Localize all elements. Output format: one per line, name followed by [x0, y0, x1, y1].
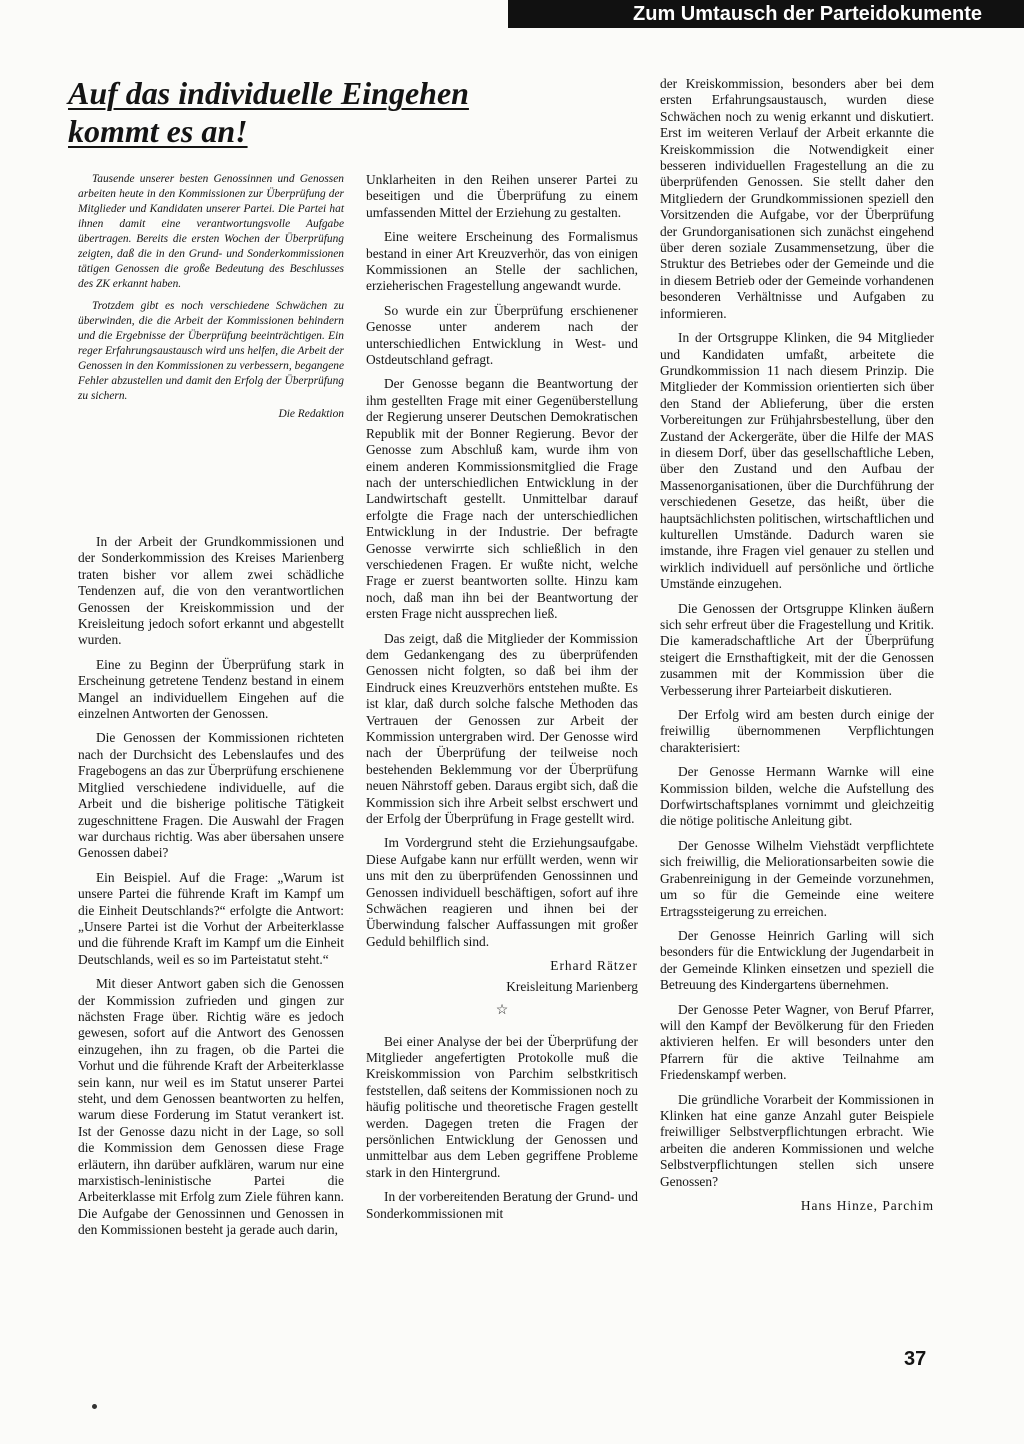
print-mark — [92, 1404, 97, 1409]
column-1 — [78, 534, 344, 1247]
column-3 — [660, 76, 934, 1222]
paragraph: Im Vordergrund steht die Erziehungsaufgabe. Diese Aufgabe kann nur erfüllt werden, wenn wir uns mit den zu überprüfenden Genossinnen und Genossen individuell beschäftigen, sofort auf ihre Schwächen reagieren und ihnen bei der Überwindung falscher Auffassungen mit großer Geduld behilflich sind. — [366, 835, 638, 949]
paragraph: Der Genosse Peter Wagner, von Beruf Pfarrer, will den Kampf der Bevölkerung für den Frieden aktivieren helfen. Er will besonders unter den Pfarrern für die aktive Teilnahme am Friedenskampf werben. — [660, 1001, 934, 1083]
paragraph: Der Genosse Wilhelm Viehstädt verpflichtete sich freiwillig, die Meliorationsarbeiten sowie die Grabenreinigung in der Gemeinde vorzunehmen, um so für die Gemeinde eine weitere Ertragssteigerung zu erreichen. — [660, 837, 934, 919]
intro-paragraph: Tausende unserer besten Genossinnen und Genossen arbeiten heute in den Kommissionen zur Überprüfung der Mitglieder und Kandidaten unserer Partei. Die Partei hat ihnen damit eine verantwortungsvolle Aufgabe übertragen. Bereits die ersten Wochen der Überprüfung zeigten, daß die in den Grund- und Sonderkommissionen tätigen Genossen die große Bedeutung des Beschlusses des ZK erkannt haben. — [78, 173, 344, 290]
paragraph: Der Genosse begann die Beantwortung der ihm gestellten Frage mit einer Gegenüberstellung der Regierung unserer Deutschen Demokratischen Republik mit der Bonner Regierung. Bevor der Genosse zum Abschluß kam, wurde ihm von einem anderen Kommissionsmitglied die Frage nach der unterschiedlichen Entwicklung in der Landwirtschaft gestellt. Unmittelbar darauf erfolgte die Frage nach der unterschiedlichen Entwicklung in der Industrie. Der befragte Genosse verwirrte sich schließlich in den verschiedenen Fragen. Er wußte nicht, welche Frage er zuerst beantworten sollte. Hinzu kam noch, daß man ihn bei der Beantwortung der ersten Frage nicht aussprechen ließ. — [366, 376, 638, 622]
paragraph: Der Genosse Hermann Warnke will eine Kommission bilden, welche die Aufstellung des Dorfwirtschaftsplanes vornimmt und gleichzeitig die nötige politische Anleitung gibt. — [660, 764, 934, 829]
paragraph: Eine zu Beginn der Überprüfung stark in Erscheinung getretene Tendenz bestand in einem Mangel an individuellem Eingehen auf die einzelnen Antworten der Genossen. — [78, 656, 344, 722]
paragraph: So wurde ein zur Überprüfung erschienener Genosse unter anderem nach der unterschiedlichen Entwicklung in West- und Ostdeutschland gefragt. — [366, 302, 638, 368]
paragraph: Bei einer Analyse der bei der Überprüfung der Mitglieder angefertigten Protokolle muß die Kreiskommission von Parchim selbstkritisch feststellen, daß seitens der Kommissionen noch zu häufig politische und theoretische Fragen gestellt werden. Dagegen treten die Fragen der persönlichen Entwicklung der Genossen und unmittelbar aus dem Leben gegriffene Probleme stark in den Hintergrund. — [366, 1033, 638, 1180]
paragraph: Unklarheiten in den Reihen unserer Partei zu beseitigen und die Überprüfung zu einem umfassenden Mittel der Erziehung zu gestalten. — [366, 172, 638, 220]
paragraph: In der Ortsgruppe Klinken, die 94 Mitglieder und Kandidaten umfaßt, arbeitete die Grundkommission 11 nach diesem Prinzip. Die Mitglieder der Kommission orientierten sich über den Stand der Ablieferung, über die ersten Vorbereitungen zur Frühjahrsbestellung, über den Zustand der Ackergeräte, über die Hilfe der MAS in diesem Dorf, über das gesellschaftliche Leben, über den Zustand und den Aufbau der Massenorganisationen, über die Durchführung der verschiedenen Gesetze, das heißt, über die hauptsächlichsten politischen, wirtschaftlichen und kulturellen Umstände. Dadurch waren sie imstande, ihre Fragen viel genauer zu stellen und wirklich individuell auf persönliche und örtliche Umstände einzugehen. — [660, 330, 934, 592]
paragraph: Die Genossen der Ortsgruppe Klinken äußern sich sehr erfreut über die Fragestellung und Kritik. Die kameradschaftliche Art der Überprüfung steigert die Ernsthaftigkeit, mit der die Genossen zusammen mit der Kommission über die Verbesserung ihrer Parteiarbeit diskutieren. — [660, 600, 934, 698]
intro-paragraph: Trotzdem gibt es noch verschiedene Schwächen zu überwinden, die die Arbeit der Kommissionen behindern und die Ergebnisse der Überprüfung beeinträchtigen. Ein reger Erfahrungsaustausch wird uns helfen, die Arbeit der Genossen in den Kommissionen zu verbessern, begangene Fehler abzustellen und damit den Erfolg der Überprüfung zu sichern. — [78, 300, 344, 402]
paragraph: In der vorbereitenden Beratung der Grund- und Sonderkommissionen mit — [366, 1189, 638, 1221]
column-2 — [366, 172, 638, 1230]
page-number: 37 — [904, 1348, 927, 1370]
author-name: Erhard Rätzer — [550, 958, 638, 974]
paragraph: Ein Beispiel. Auf die Frage: „Warum ist unsere Partei die führende Kraft im Kampf um die Einheit Deutschlands?“ erfolgte die Antwort: „Unsere Partei ist die Vorhut der Arbeiterklasse und die führende Kraft im Kampf um die Einheit Deutschlands, weil es so im Parteistatut steht.“ — [78, 869, 344, 967]
section-banner: Zum Umtausch der Parteidokumente — [508, 0, 1024, 28]
author-organization: Kreisleitung Marienberg — [506, 978, 638, 994]
author-name: Hans Hinze, Parchim — [800, 1198, 934, 1213]
section-divider-star-icon: ☆ — [495, 1003, 509, 1019]
paragraph: Der Erfolg wird am besten durch einige der freiwillig übernommenen Verpflichtungen charakterisiert: — [660, 707, 934, 755]
headline-line-1: Auf das individuelle Eingehen — [68, 75, 469, 111]
paragraph: Der Genosse Heinrich Garling will sich besonders für die Entwicklung der Jugendarbeit in der Gemeinde Klinken einsetzen und speziell die Betreuung des Kindergartens übernehmen. — [660, 927, 934, 993]
paragraph: In der Arbeit der Grundkommissionen und der Sonderkommission des Kreises Marienberg traten bisher vor allem zwei schädliche Tendenzen auf, die von den verantwortlichen Genossen der Kreiskommission und der Kreisleitung jedoch sofort erkannt und abgestellt wurden. — [78, 534, 344, 648]
editorial-intro — [78, 172, 344, 429]
paragraph: Die Genossen der Kommissionen richteten nach der Durchsicht des Lebenslaufes und des Fragebogens an das zur Überprüfung erschienene Mitglied verschiedene individuelle, auf die Arbeit und die bisherige politische Tätigkeit zugeschnittene Fragen. Die Auswahl der Fragen war durchaus richtig. Was aber übersahen unsere Genossen dabei? — [78, 730, 344, 861]
intro-signature: Die Redaktion — [278, 408, 344, 420]
paragraph: der Kreiskommission, besonders aber bei dem ersten Erfahrungsaustausch, wurden diese Schwächen noch zu wenig erkannt und diskutiert. Erst im weiteren Verlauf der Arbeit erkannte die Kreiskommission die Notwendigkeit einer besseren individuellen Fragestellung an die zu überprüfenden Genossen. Sie stellt daher den Mitgliedern der Grundkommissionen speziell den Vorsitzenden die Aufgabe, vor der Überprüfung der Grundorganisationen sich zunächst eingehend über deren soziale Zusammensetzung, über die Struktur des Betriebes oder der Gemeinde und die in diesem Betrieb oder der Gemeinde vorhandenen besonderen Verhältnisse und Aufgaben zu informieren. — [660, 76, 934, 321]
article-headline — [68, 74, 508, 150]
paragraph: Mit dieser Antwort gaben sich die Genossen der Kommission zufrieden und gingen zur nächsten Frage über. Richtig wäre es jedoch gewesen, sofort auf die Antwort des Genossen einzugehen, ihn zu fragen, ob die Partei die Vorhut und die führende Kraft der Arbeiterklasse sein kann, nur weil es im Statut unserer Partei steht, und dem Genossen beantworten zu helfen, warum diese Forderung im Statut verankert ist. Ist der Genosse dazu nicht in der Lage, so soll die Kommission dem Genossen diese Frage erläutern, ihn darüber aufklären, warum nur eine marxistisch-leninistische Partei die Arbeiterklasse mit Erfolg zum Ziele führen kann. Die Aufgabe der Genossinnen und Genossen in den Kommissionen besteht ja gerade auch darin, — [78, 976, 344, 1238]
paragraph: Das zeigt, daß die Mitglieder der Kommission dem Gedankengang des zu überprüfenden Genossen nicht folgten, so daß bei ihm der Eindruck eines Kreuzverhörs entstehen mußte. Es ist klar, daß durch solche falsche Methoden das Vertrauen der Genossen zur Arbeit der Kommission untergraben wird. Der Genosse wird nach der Überprüfung der teilweise noch bestehenden Beklemmung vor der Überprüfung neuen Nährstoff geben. Daraus ergibt sich, daß die Kommission sich ihre Arbeit selbst erschwert und der Erfolg der Überprüfung in Frage gestellt wird. — [366, 630, 638, 827]
headline-line-2: kommt es an! — [68, 113, 248, 149]
paragraph: Die gründliche Vorarbeit der Kommissionen in Klinken hat eine ganze Anzahl guter Beispiele freiwilliger Selbstverpflichtungen erbracht. Wie arbeiten die anderen Kommissionen und welche Selbstverpflichtungen stellen sich unsere Genossen? — [660, 1091, 934, 1189]
paragraph: Eine weitere Erscheinung des Formalismus bestand in einer Art Kreuzverhör, das von einigen Kommissionen an Stelle der sachlichen, erzieherischen Fragestellung angewandt wurde. — [366, 229, 638, 294]
